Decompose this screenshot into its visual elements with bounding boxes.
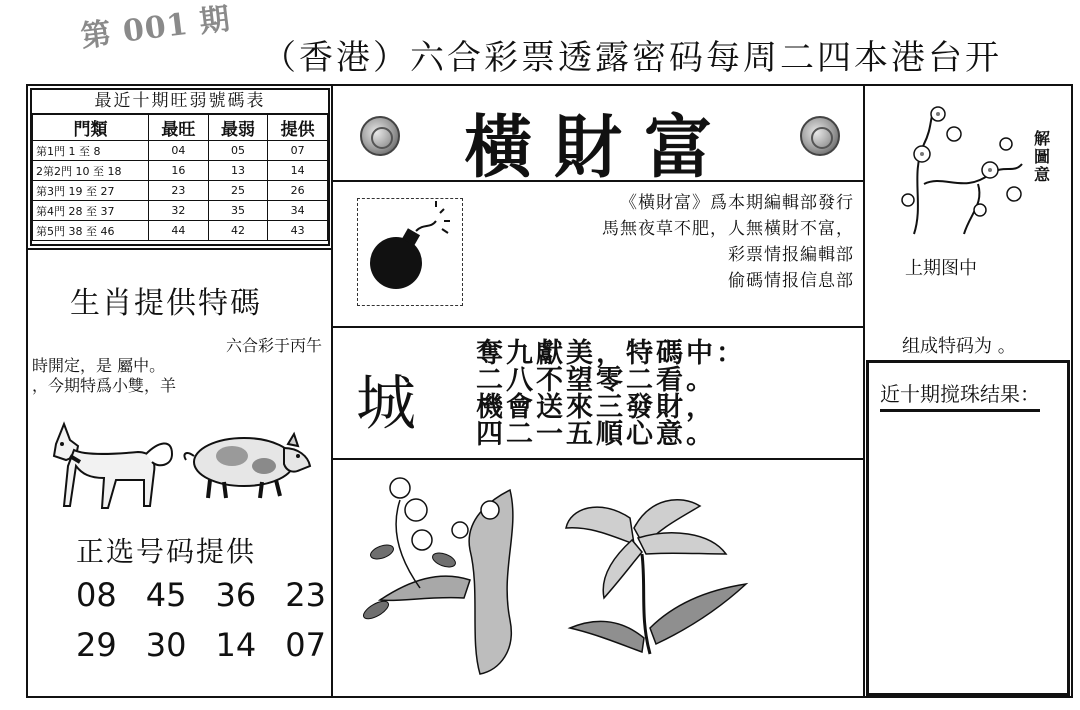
intro-text — [476, 190, 854, 294]
hot-cold-table — [30, 88, 330, 246]
divider-left-table — [28, 248, 331, 250]
header-title: （香港）六合彩票透露密码每周二四本港台开 — [262, 38, 1002, 78]
pig-icon — [180, 424, 316, 502]
brand-title: 橫財富 — [463, 108, 734, 188]
intro-line-2: 馬無夜草不肥，人無橫財不富， — [602, 219, 854, 239]
row-cold: 25 — [208, 181, 268, 201]
row-range: 2第2門 10 至 18 — [33, 161, 149, 181]
decode-label: 解圖意 — [1033, 129, 1050, 184]
results-title: 近十期搅珠结果： — [880, 378, 1040, 412]
col-category: 門類 — [33, 115, 149, 141]
intro-line-3: 彩票情报編輯部 — [728, 245, 854, 265]
row-provide: 14 — [268, 161, 328, 181]
row-cold: 35 — [208, 201, 268, 221]
city-char: 城 — [356, 369, 416, 439]
last-issue-label: 上期图中 — [905, 258, 977, 279]
divider-left — [331, 84, 333, 698]
pick-number: 07 — [285, 626, 326, 664]
table-row — [33, 161, 328, 181]
poem-line-2: 二八不望零二看。 — [476, 365, 716, 396]
divider-intro — [333, 326, 863, 328]
poem-line-4: 四二一五順心意。 — [476, 419, 716, 450]
table-row — [33, 221, 328, 241]
row-provide: 43 — [268, 221, 328, 241]
table-row — [33, 141, 328, 161]
row-provide: 34 — [268, 201, 328, 221]
pick-number: 23 — [285, 576, 326, 614]
table-row — [33, 181, 328, 201]
zodiac-line-1: 六合彩于丙午 — [225, 336, 322, 355]
zodiac-title: 生肖提供特碼 — [70, 286, 262, 321]
row-cold: 42 — [208, 221, 268, 241]
col-hot: 最旺 — [149, 115, 209, 141]
poem-line-1: 奪九獻美，特碼中： — [476, 338, 746, 369]
bomb-icon — [358, 199, 462, 305]
row-cold: 05 — [208, 141, 268, 161]
zodiac-line-3: ，今期特爲小雙，羊 — [32, 376, 177, 395]
dog-icon — [46, 416, 178, 516]
zodiac-text — [32, 336, 328, 396]
blossom-illustration — [360, 470, 560, 680]
picks-row-1 — [76, 576, 326, 614]
formed-number-label: 组成特码为 。 — [902, 336, 1016, 357]
coin-icon — [800, 116, 840, 156]
intro-line-1: 《橫財富》爲本期編輯部發行 — [620, 193, 854, 213]
pick-number: 08 — [76, 576, 117, 614]
table-title: 最近十期旺弱號碼表 — [32, 90, 328, 114]
row-provide: 07 — [268, 141, 328, 161]
number-table — [32, 114, 328, 241]
row-hot: 04 — [149, 141, 209, 161]
col-provide: 提供 — [268, 115, 328, 141]
row-provide: 26 — [268, 181, 328, 201]
zodiac-line-2: 時開定，是 屬中。 — [32, 356, 166, 375]
pick-number: 36 — [215, 576, 257, 614]
row-range: 第4門 28 至 37 — [33, 201, 149, 221]
plum-branch-illustration — [894, 104, 1028, 248]
picks-title: 正选号码提供 — [76, 535, 257, 568]
pick-number: 29 — [76, 626, 117, 664]
lily-illustration — [560, 488, 750, 658]
issue-number: 第 001 期 — [78, 1, 233, 55]
pick-number: 30 — [145, 626, 187, 664]
row-hot: 16 — [149, 161, 209, 181]
pick-number: 14 — [215, 626, 257, 664]
row-range: 第3門 19 至 27 — [33, 181, 149, 201]
bomb-box — [357, 198, 463, 306]
col-cold: 最弱 — [208, 115, 268, 141]
picks-row-2 — [76, 626, 326, 664]
poem-line-3: 機會送來三發財， — [476, 392, 716, 423]
row-range: 第1門 1 至 8 — [33, 141, 149, 161]
divider-poem — [333, 458, 863, 460]
row-hot: 44 — [149, 221, 209, 241]
intro-line-4: 偷碼情报信息部 — [728, 271, 854, 291]
coin-icon — [360, 116, 400, 156]
row-hot: 23 — [149, 181, 209, 201]
row-range: 第5門 38 至 46 — [33, 221, 149, 241]
brand-box — [334, 88, 864, 188]
poem — [476, 340, 746, 448]
row-hot: 32 — [149, 201, 209, 221]
row-cold: 13 — [208, 161, 268, 181]
table-row — [33, 201, 328, 221]
pick-number: 45 — [145, 576, 187, 614]
